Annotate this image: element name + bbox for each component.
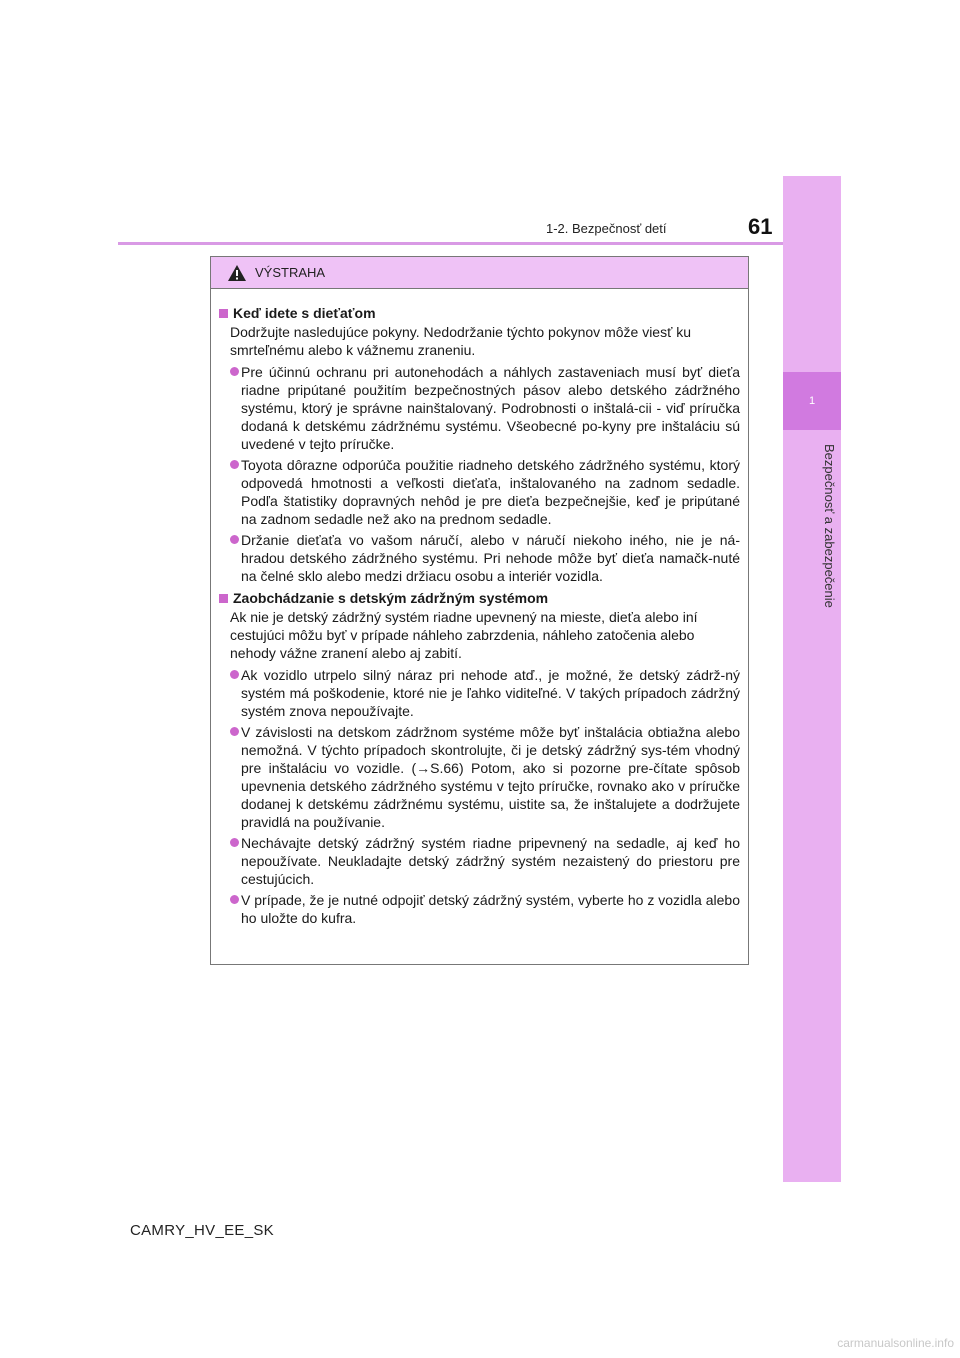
- section-paragraph: Ak nie je detský zádržný systém riadne upevnený na mieste, dieťa alebo iní cestujúci môžu byť v prípade náhleho zabrzdenia, náhleho zatočenia alebo nehody vážne zranení alebo aj zabití.: [230, 609, 698, 661]
- header-divider: [118, 242, 783, 245]
- warning-box: [210, 256, 749, 965]
- page-number: 61: [748, 214, 773, 239]
- warning-header: [211, 257, 748, 289]
- list-item: V prípade, že je nutné odpojiť detský zádržný systém, vyberte ho z vozidla alebo ho uložte do kufra.: [219, 891, 740, 927]
- list-item: V závislosti na detskom zádržnom systéme môže byť inštalácia obtiažna alebo nemožná. V týchto prípadoch skontrolujte, či je detský zádržný sys-tém vhodný pre inštaláciu vo vozidle. (→S.66) Potom, ako si pozorne pre-čítate spôsob upevnenia detského zádržného systému v tejto príručke, rovnako ako v príručke dodanej k detskému zádržnému systému, uistite sa, že inštalujete a dodržujete pravidlá na používanie.: [219, 723, 740, 831]
- section-paragraph: Dodržujte nasledujúce pokyny. Nedodržanie týchto pokynov môže viesť ku smrteľnému alebo k vážnemu zraneniu.: [230, 324, 692, 358]
- bullet-dot-icon: [230, 535, 239, 544]
- list-item: Nechávajte detský zádržný systém riadne pripevnený na sedadle, aj keď ho nepoužívate. Neukladajte detský zádržný systém nezaistený do priestoru pre cestujúcich.: [219, 834, 740, 888]
- document-code: CAMRY_HV_EE_SK: [130, 1222, 274, 1239]
- section-heading: Zaobchádzanie s detským zádržným systémom: [219, 589, 740, 607]
- section-heading: Keď idete s dieťaťom: [219, 304, 740, 322]
- bullet-dot-icon: [230, 367, 239, 376]
- bullet-dot-icon: [230, 460, 239, 469]
- bullet-dot-icon: [230, 895, 239, 904]
- chapter-title: Bezpečnosť a zabezpečenie: [822, 444, 837, 608]
- watermark: carmanualsonline.info: [837, 1336, 954, 1350]
- chapter-side-tab: [783, 176, 841, 1182]
- section-title: 1-2. Bezpečnosť detí: [546, 221, 667, 236]
- list-item: Držanie dieťaťa vo vašom náručí, alebo v náručí niekoho iného, nie je ná-hradou detského zádržného systému. Pri nehode môže byť dieťa namačk-nuté na čelné sklo alebo medzi držiacu osobu a interiér vozidla.: [219, 531, 740, 585]
- warning-title: VÝSTRAHA: [255, 265, 326, 280]
- list-item: Ak vozidlo utrpelo silný náraz pri nehode atď., je možné, že detský zádrž-ný systém má poškodenie, ktoré nie je ľahko viditeľné. V takých prípadoch zádržný systém znova nepoužívajte.: [219, 666, 740, 720]
- list-item: Toyota dôrazne odporúča použitie riadneho detského zádržného systému, ktorý odpovedá hmotnosti a veľkosti dieťaťa, inštalovaného na zadnom sedadle. Podľa štatistiky dopravných nehôd je pre dieťa bezpečnejšie, keď je pripútané na zadnom sedadle než ako na prednom sedadle.: [219, 456, 740, 528]
- warning-triangle-icon: [227, 264, 247, 282]
- chapter-number: 1: [783, 372, 841, 430]
- bullet-dot-icon: [230, 838, 239, 847]
- bullet-dot-icon: [230, 727, 239, 736]
- list-item: Pre účinnú ochranu pri autonehodách a náhlych zastaveniach musí byť dieťa riadne pripútané použitím bezpečnostných pásov alebo detského zádržného systému, ktorý je správne nainštalovaný. Podrobnosti o inštalá-cii - viď príručka dodaná k detskému zádržnému systému. Všeobecné po-kyny pre inštaláciu sú uvedené v tejto príručke.: [219, 363, 740, 453]
- square-bullet-icon: [219, 309, 228, 318]
- bullet-dot-icon: [230, 670, 239, 679]
- square-bullet-icon: [219, 594, 228, 603]
- warning-body: [211, 289, 748, 927]
